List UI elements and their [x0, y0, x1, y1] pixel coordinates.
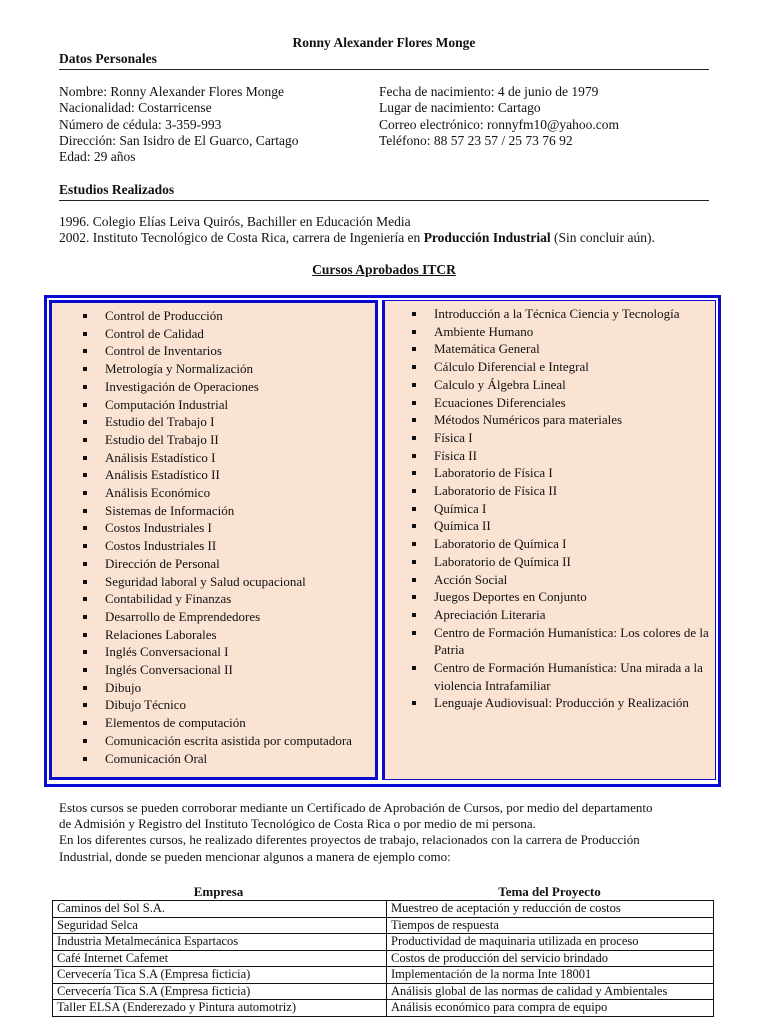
bullet-icon — [83, 757, 87, 761]
personal-nationality-line: Nacionalidad: Costarricense — [59, 100, 212, 116]
bullet-icon — [83, 597, 87, 601]
course-item — [52, 732, 375, 750]
bullet-icon — [83, 367, 87, 371]
course-label: Dirección de Personal — [105, 555, 220, 571]
bullet-icon — [412, 595, 416, 599]
topic-cell: Tiempos de respuesta — [387, 917, 714, 934]
personal-birthdate-line: Fecha de nacimiento: 4 de junio de 1979 — [379, 84, 599, 99]
course-label: Química I — [434, 500, 487, 516]
bullet-icon — [412, 401, 416, 405]
topic-cell: Análisis global de las normas de calidad y Ambientales — [387, 983, 714, 1000]
bullet-icon — [412, 560, 416, 564]
course-item — [52, 608, 375, 626]
paragraph-line: En los diferentes cursos, he realizado diferentes proyectos de trabajo, relacionados con la carrera de Producción — [59, 832, 640, 848]
bullet-icon — [412, 471, 416, 475]
course-item — [385, 464, 709, 482]
course-item — [52, 378, 375, 396]
course-item — [385, 394, 709, 412]
course-item — [385, 624, 709, 659]
personal-birthplace-line: Lugar de nacimiento: Cartago — [379, 100, 541, 116]
projects-table-wrap — [52, 883, 714, 1017]
course-item — [385, 323, 709, 341]
topic-cell: Productividad de maquinaria utilizada en proceso — [387, 934, 714, 951]
course-label: Computación Industrial — [105, 396, 229, 412]
course-label: Ambiente Humano — [434, 323, 534, 339]
course-label: Dibujo Técnico — [105, 697, 186, 713]
course-item — [385, 659, 709, 694]
course-label: Dibujo — [105, 679, 142, 695]
course-label: Métodos Numéricos para materiales — [434, 412, 623, 428]
studies-list — [59, 214, 655, 247]
course-label: Física II — [434, 447, 477, 463]
studies-heading: Estudios Realizados — [59, 182, 709, 201]
bullet-icon — [412, 578, 416, 582]
course-label: Desarrollo de Emprendedores — [105, 608, 261, 624]
topic-cell: Muestreo de aceptación y reducción de costos — [387, 901, 714, 918]
topic-cell: Costos de producción del servicio brindado — [387, 950, 714, 967]
course-item — [385, 517, 709, 535]
course-item — [385, 429, 709, 447]
bullet-icon — [412, 613, 416, 617]
courses-right-list — [385, 301, 715, 712]
course-label: Juegos Deportes en Conjunto — [434, 589, 587, 605]
course-item — [385, 606, 709, 624]
personal-right-column — [379, 84, 619, 149]
personal-data-heading: Datos Personales — [59, 51, 709, 70]
course-label: Costos Industriales II — [105, 538, 217, 554]
course-label: Laboratorio de Química I — [434, 536, 567, 552]
bullet-icon — [83, 580, 87, 584]
course-label: Comunicación escrita asistida por computadora — [105, 732, 352, 748]
course-label: Relaciones Laborales — [105, 626, 217, 642]
bullet-icon — [83, 526, 87, 530]
course-item — [385, 500, 709, 518]
course-item — [52, 519, 375, 537]
paragraph-line: de Admisión y Registro del Instituto Tecnológico de Costa Rica o por medio de mi persona. — [59, 816, 536, 832]
table-row — [53, 967, 714, 984]
course-label: Química II — [434, 518, 491, 534]
course-label: Lenguaje Audiovisual: Producción y Realización — [434, 695, 689, 711]
bullet-icon — [412, 347, 416, 351]
course-item — [385, 411, 709, 429]
table-row — [53, 934, 714, 951]
course-item — [52, 325, 375, 343]
course-label: Acción Social — [434, 571, 508, 587]
bullet-icon — [412, 701, 416, 705]
course-item — [52, 466, 375, 484]
personal-address-line: Dirección: San Isidro de El Guarco, Cartago — [59, 132, 299, 148]
course-item — [52, 307, 375, 325]
bullet-icon — [83, 509, 87, 513]
bullet-icon — [83, 403, 87, 407]
course-item — [52, 714, 375, 732]
bullet-icon — [83, 349, 87, 353]
bullet-icon — [83, 314, 87, 318]
bullet-icon — [83, 633, 87, 637]
bullet-icon — [83, 544, 87, 548]
course-label: Comunicación Oral — [105, 750, 208, 766]
courses-note-paragraph — [59, 800, 719, 865]
course-label: Sistemas de Información — [105, 502, 235, 518]
company-cell: Taller ELSA (Enderezado y Pintura automotriz) — [53, 1000, 387, 1017]
course-item — [52, 396, 375, 414]
bullet-icon — [412, 666, 416, 670]
table-row — [53, 917, 714, 934]
bullet-icon — [412, 383, 416, 387]
paragraph-line: Estos cursos se pueden corroborar mediante un Certificado de Aprobación de Cursos, por medio del departamento — [59, 800, 653, 815]
courses-left-list — [52, 303, 375, 767]
course-item — [52, 431, 375, 449]
course-item — [52, 537, 375, 555]
course-item — [385, 694, 709, 712]
bullet-icon — [412, 489, 416, 493]
courses-box — [44, 295, 721, 787]
company-cell: Cervecería Tica S.A (Empresa ficticia) — [53, 983, 387, 1000]
table-row — [53, 950, 714, 967]
course-label: Estudio del Trabajo II — [105, 431, 219, 447]
course-label: Laboratorio de Física II — [434, 483, 558, 499]
course-item — [385, 535, 709, 553]
course-label: Introducción a la Técnica Ciencia y Tecnología — [434, 306, 680, 321]
course-item — [52, 643, 375, 661]
course-item — [385, 358, 709, 376]
bullet-icon — [412, 312, 416, 316]
course-item — [52, 750, 375, 768]
course-label: Física I — [434, 429, 473, 445]
topic-cell: Implementación de la norma Inte 18001 — [387, 967, 714, 984]
course-item — [52, 502, 375, 520]
personal-phone-line: Teléfono: 88 57 23 57 / 25 73 76 92 — [379, 132, 573, 148]
course-item — [52, 342, 375, 360]
course-item — [385, 447, 709, 465]
bullet-icon — [83, 721, 87, 725]
company-cell: Caminos del Sol S.A. — [53, 901, 387, 918]
study-major-bold: Producción Industrial — [423, 230, 551, 246]
course-label: Contabilidad y Finanzas — [105, 591, 232, 607]
course-label: Calculo y Álgebra Lineal — [434, 376, 566, 392]
course-item — [385, 588, 709, 606]
projects-table-header — [52, 883, 714, 900]
personal-age-line: Edad: 29 años — [59, 149, 136, 165]
bullet-icon — [412, 631, 416, 635]
bullet-icon — [83, 686, 87, 690]
personal-id-line: Número de cédula: 3-359-993 — [59, 116, 222, 132]
personal-left-column — [59, 84, 299, 165]
course-item — [385, 305, 709, 323]
course-label: Inglés Conversacional I — [105, 644, 229, 660]
personal-name-line: Nombre: Ronny Alexander Flores Monge — [59, 84, 284, 99]
header-company: Empresa — [193, 884, 244, 899]
study-line-2 — [59, 230, 655, 246]
course-label: Ecuaciones Diferenciales — [434, 394, 566, 410]
course-item — [52, 590, 375, 608]
bullet-icon — [83, 385, 87, 389]
resume-name-title: Ronny Alexander Flores Monge — [292, 35, 476, 50]
bullet-icon — [412, 524, 416, 528]
projects-table — [52, 900, 714, 1017]
course-item — [52, 413, 375, 431]
course-item — [385, 376, 709, 394]
table-row — [53, 1000, 714, 1017]
paragraph-line: Industrial, donde se pueden mencionar algunos a manera de ejemplo como: — [59, 848, 451, 864]
course-item — [385, 482, 709, 500]
header-topic: Tema del Proyecto — [498, 884, 601, 899]
bullet-icon — [83, 615, 87, 619]
course-label: Análisis Estadístico I — [105, 449, 216, 465]
bullet-icon — [412, 418, 416, 422]
course-item — [52, 484, 375, 502]
bullet-icon — [83, 438, 87, 442]
personal-email-line: Correo electrónico: ronnyfm10@yahoo.com — [379, 116, 619, 132]
bullet-icon — [83, 473, 87, 477]
company-cell: Seguridad Selca — [53, 917, 387, 934]
bullet-icon — [412, 436, 416, 440]
course-item — [52, 626, 375, 644]
course-item — [385, 553, 709, 571]
course-item — [52, 573, 375, 591]
bullet-icon — [83, 650, 87, 654]
topic-cell: Análisis económico para compra de equipo — [387, 1000, 714, 1017]
course-item — [52, 679, 375, 697]
course-label: Laboratorio de Química II — [434, 553, 571, 569]
table-row — [53, 983, 714, 1000]
company-cell: Café Internet Cafemet — [53, 950, 387, 967]
course-label: Seguridad laboral y Salud ocupacional — [105, 573, 306, 589]
course-item — [52, 360, 375, 378]
course-item — [52, 661, 375, 679]
bullet-icon — [412, 507, 416, 511]
course-label: Laboratorio de Física I — [434, 465, 553, 481]
course-label: Centro de Formación Humanística: Una mirada a la violencia Intrafamiliar — [434, 660, 703, 693]
course-label: Inglés Conversacional II — [105, 662, 233, 678]
course-item — [52, 696, 375, 714]
course-label: Control de Inventarios — [105, 343, 222, 359]
course-label: Elementos de computación — [105, 715, 246, 731]
bullet-icon — [412, 330, 416, 334]
bullet-icon — [83, 703, 87, 707]
course-item — [52, 449, 375, 467]
course-label: Metrología y Normalización — [105, 361, 254, 377]
course-label: Centro de Formación Humanística: Los colores de la Patria — [434, 624, 709, 658]
bullet-icon — [83, 562, 87, 566]
bullet-icon — [83, 456, 87, 460]
course-label: Matemática General — [434, 341, 540, 357]
course-label: Cálculo Diferencial e Integral — [434, 359, 589, 375]
course-label: Apreciación Literaria — [434, 606, 546, 622]
bullet-icon — [412, 365, 416, 369]
course-label: Control de Calidad — [105, 325, 204, 341]
bullet-icon — [83, 420, 87, 424]
courses-left-panel — [49, 300, 378, 780]
course-item — [385, 340, 709, 358]
bullet-icon — [412, 454, 416, 458]
bullet-icon — [83, 491, 87, 495]
bullet-icon — [83, 739, 87, 743]
study-line-1: 1996. Colegio Elías Leiva Quirós, Bachiller en Educación Media — [59, 214, 411, 229]
bullet-icon — [83, 332, 87, 336]
course-label: Control de Producción — [105, 308, 223, 323]
courses-title: Cursos Aprobados ITCR — [312, 262, 456, 277]
course-label: Costos Industriales I — [105, 520, 212, 536]
course-label: Análisis Económico — [105, 485, 211, 501]
course-label: Investigación de Operaciones — [105, 378, 259, 394]
study-line-2-note: (Sin concluir aún). — [550, 230, 655, 246]
course-label: Estudio del Trabajo I — [105, 414, 215, 430]
study-line-2-text: 2002. Instituto Tecnológico de Costa Rica, carrera de Ingeniería en — [59, 230, 424, 246]
bullet-icon — [83, 668, 87, 672]
bullet-icon — [412, 542, 416, 546]
table-row — [53, 901, 714, 918]
course-item — [385, 571, 709, 589]
course-label: Análisis Estadístico II — [105, 467, 220, 483]
course-item — [52, 555, 375, 573]
courses-right-panel — [382, 300, 716, 780]
company-cell: Industria Metalmecánica Espartacos — [53, 934, 387, 951]
company-cell: Cervecería Tica S.A (Empresa ficticia) — [53, 967, 387, 984]
